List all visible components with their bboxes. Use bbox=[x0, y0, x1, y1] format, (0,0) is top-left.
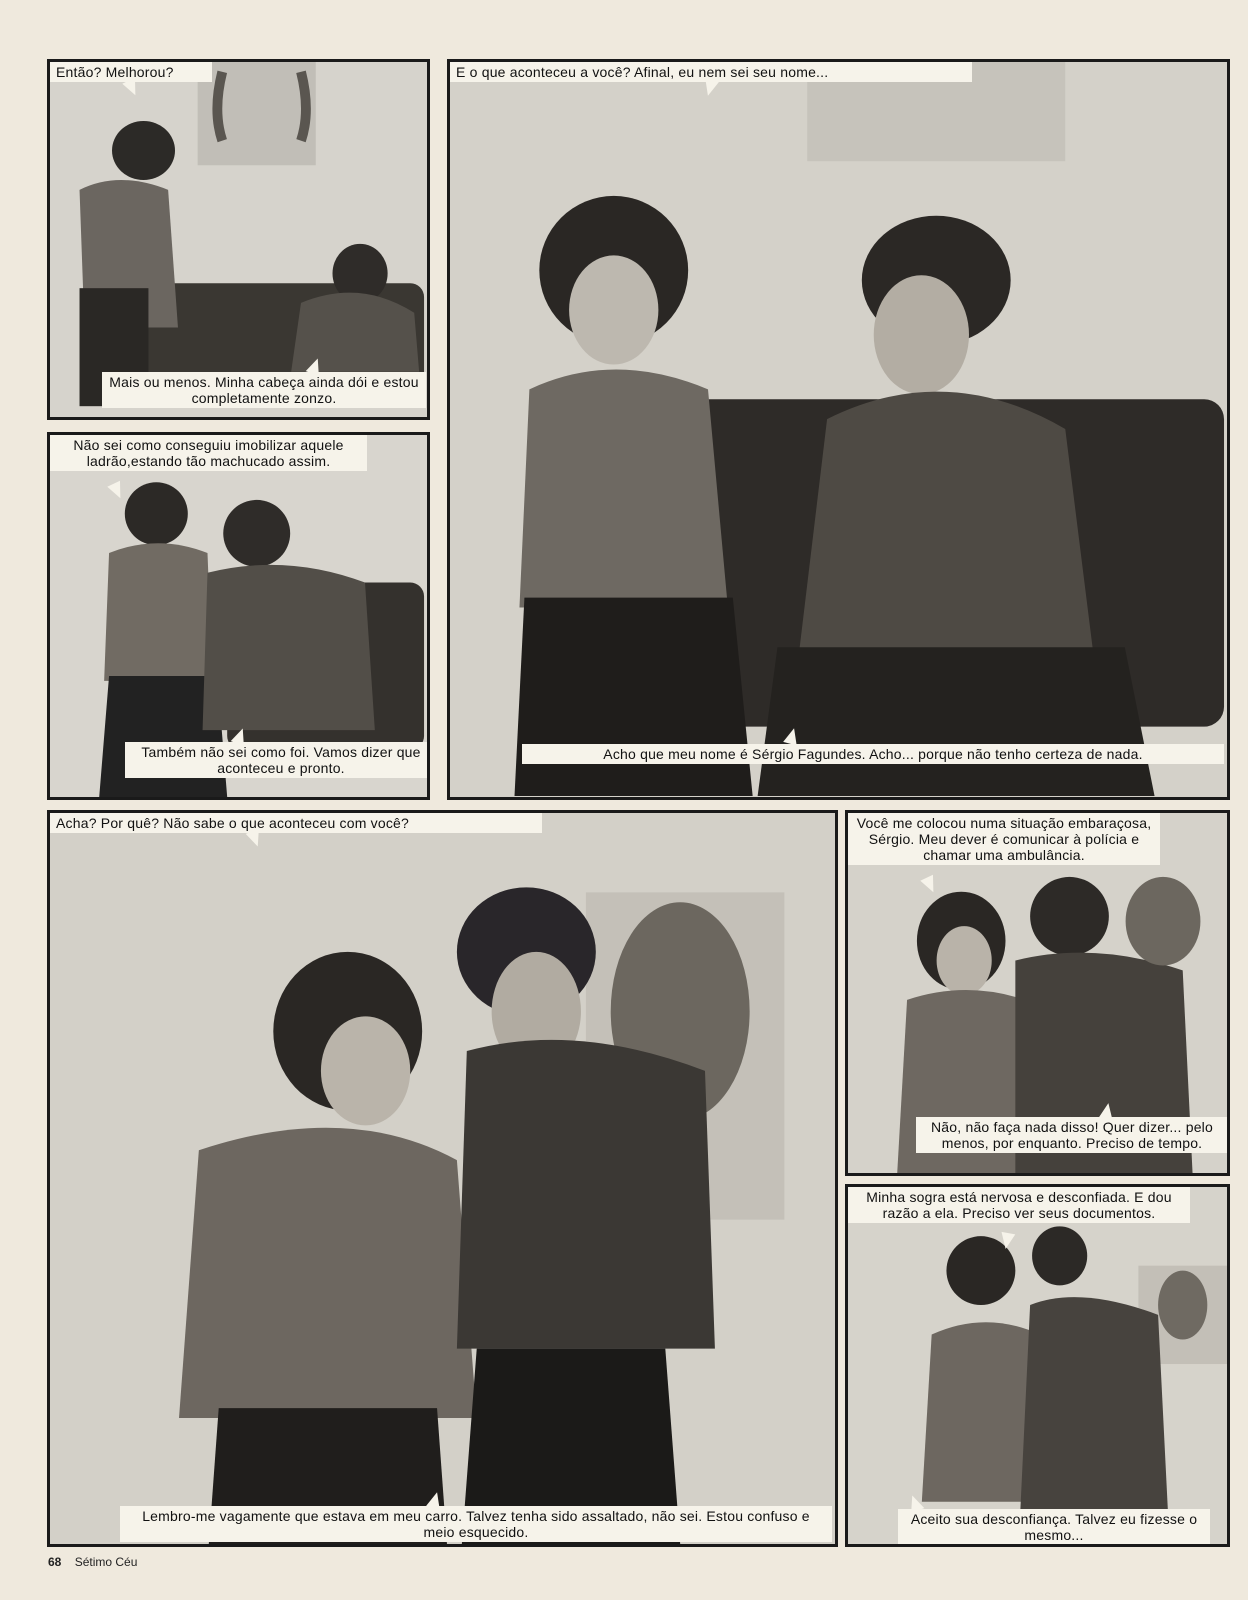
speech-bubble: Também não sei como foi. Vamos dizer que aconteceu e pronto. bbox=[125, 742, 430, 778]
page-footer bbox=[48, 1555, 137, 1569]
speech-bubble: Acha? Por quê? Não sabe o que aconteceu com você? bbox=[50, 813, 542, 833]
speech-bubble: Lembro-me vagamente que estava em meu carro. Talvez tenha sido assaltado, não sei. Estou confuso e meio esquecido. bbox=[120, 1506, 832, 1542]
speech-bubble: Não, não faça nada disso! Quer dizer... pelo menos, por enquanto. Preciso de tempo. bbox=[916, 1117, 1228, 1153]
comic-panel-6 bbox=[845, 1184, 1230, 1547]
speech-bubble: Não sei como conseguiu imobilizar aquele ladrão,estando tão machucado assim. bbox=[50, 435, 367, 471]
photo-woman-and-man-talking-on-sofa bbox=[450, 62, 1227, 797]
comic-panel-2 bbox=[447, 59, 1230, 800]
comic-panel-3 bbox=[47, 432, 430, 800]
magazine-title: Sétimo Céu bbox=[74, 1555, 138, 1569]
speech-bubble: Você me colocou numa situação embaraçosa, Sérgio. Meu dever é comunicar à polícia e chamar uma ambulância. bbox=[848, 813, 1160, 865]
speech-bubble: Minha sogra está nervosa e desconfiada. E dou razão a ela. Preciso ver seus documentos. bbox=[848, 1187, 1190, 1223]
speech-bubble-tail bbox=[999, 1232, 1016, 1250]
comic-panel-4 bbox=[47, 810, 838, 1547]
speech-bubble: Acho que meu nome é Sérgio Fagundes. Acho... porque não tenho certeza de nada. bbox=[522, 744, 1224, 764]
speech-bubble: Mais ou menos. Minha cabeça ainda dói e estou completamente zonzo. bbox=[102, 372, 426, 408]
speech-bubble: Então? Melhorou? bbox=[50, 62, 212, 82]
photo-woman-hands-on-hips-man-thinking bbox=[50, 813, 835, 1544]
photo-woman-and-man-standing bbox=[848, 1187, 1227, 1544]
comic-panel-1 bbox=[47, 59, 430, 420]
speech-bubble: E o que aconteceu a você? Afinal, eu nem sei seu nome... bbox=[450, 62, 972, 82]
comic-panel-5 bbox=[845, 810, 1230, 1176]
speech-bubble: Aceito sua desconfiança. Talvez eu fizesse o mesmo... bbox=[898, 1509, 1210, 1545]
page-number: 68 bbox=[48, 1555, 62, 1569]
photo-woman-leaning-over-man-on-sofa bbox=[50, 62, 427, 417]
